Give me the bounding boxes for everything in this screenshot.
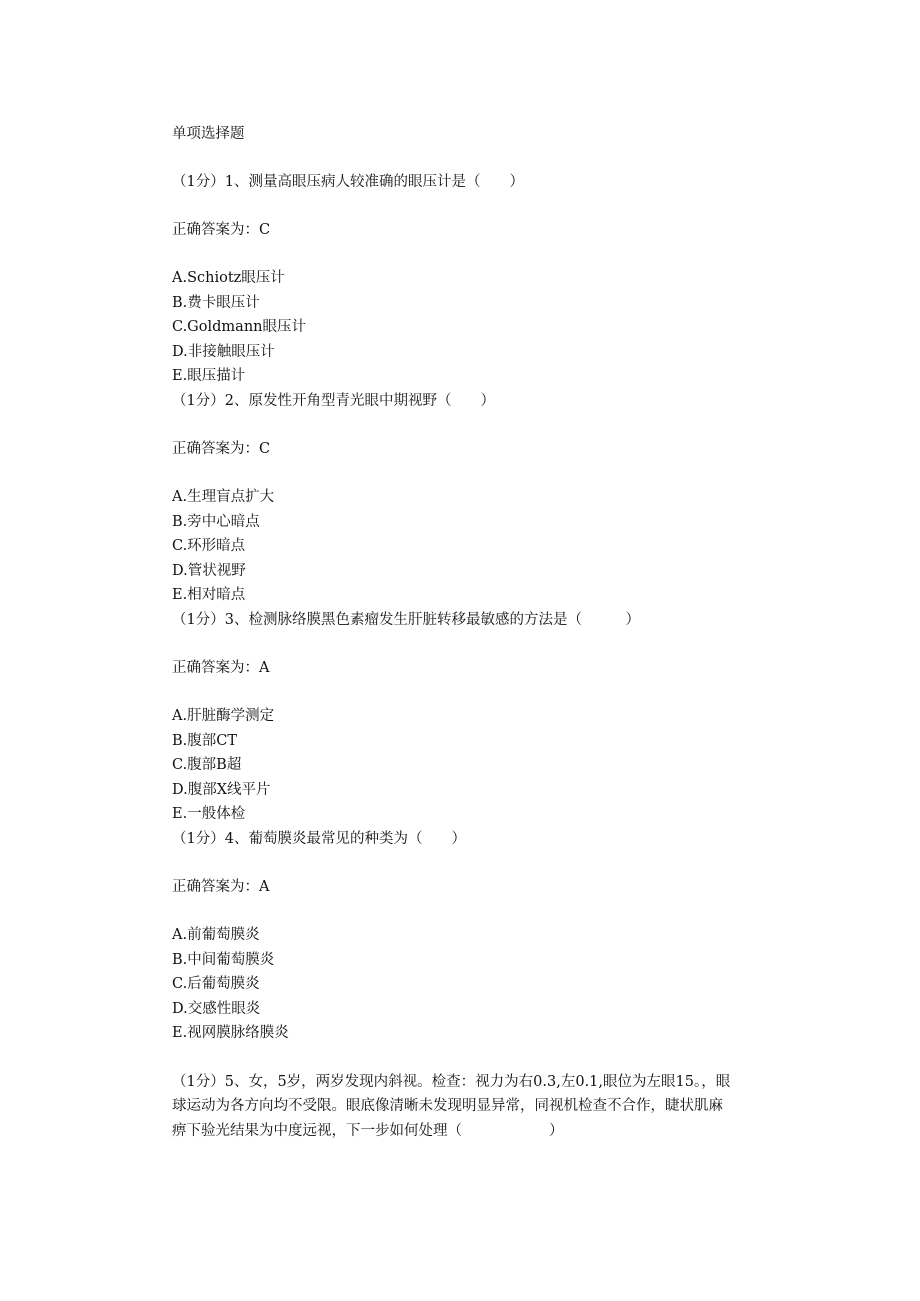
options-4: [172, 923, 762, 1046]
document-body: [172, 122, 762, 1144]
section-title: 单项选择题: [172, 126, 245, 142]
option-1-e: E.眼压描计: [172, 368, 246, 385]
option-2-b: B.旁中心暗点: [172, 513, 260, 530]
question-5: （1分）5、女，5岁，两岁发现内斜视。检查：视力为右0.3,左0.1,眼位为左眼15。，眼球运动为各方向均不受限。眼底像清晰未发现明显异常，同视机检查不合作，睫状肌麻痹下验光结果为中度远视，下一步如何处理（ ）: [172, 1073, 731, 1140]
option-4-b: B.中间葡萄膜炎: [172, 951, 275, 968]
question-1: （1分）1、测量高眼压病人较准确的眼压计是（ ）: [172, 174, 524, 190]
option-4-a: A.前葡萄膜炎: [172, 926, 260, 943]
option-2-c: C.环形暗点: [172, 538, 246, 555]
answer-3: 正确答案为：A: [172, 659, 270, 676]
options-2: [172, 485, 762, 608]
answer-2: 正确答案为：C: [172, 440, 271, 457]
options-3: [172, 704, 762, 827]
option-1-a: A.Schiotz眼压计: [172, 270, 285, 286]
option-3-c: C.腹部B超: [172, 757, 242, 774]
option-4-e: E.视网膜脉络膜炎: [172, 1025, 289, 1042]
question-2: （1分）2、原发性开角型青光眼中期视野（ ）: [172, 392, 495, 409]
option-2-e: E.相对暗点: [172, 587, 246, 604]
option-1-c: C.Goldmann眼压计: [172, 319, 306, 336]
question-4: （1分）4、葡萄膜炎最常见的种类为（ ）: [172, 830, 466, 847]
option-1-d: D.非接触眼压计: [172, 343, 275, 360]
answer-4: 正确答案为：A: [172, 878, 270, 895]
question-3: （1分）3、检测脉络膜黑色素瘤发生肝脏转移最敏感的方法是（ ）: [172, 611, 640, 628]
option-2-d: D.管状视野: [172, 562, 246, 579]
option-4-c: C.后葡萄膜炎: [172, 976, 260, 993]
options-1: [172, 266, 762, 389]
answer-1: 正确答案为：C: [172, 222, 271, 238]
option-4-d: D.交感性眼炎: [172, 1000, 261, 1017]
option-3-a: A.肝脏酶学测定: [172, 707, 275, 724]
option-3-e: E.一般体检: [172, 806, 246, 823]
option-1-b: B.费卡眼压计: [172, 294, 260, 311]
option-3-b: B.腹部CT: [172, 732, 238, 749]
option-2-a: A.生理盲点扩大: [172, 488, 275, 505]
option-3-d: D.腹部X线平片: [172, 781, 271, 798]
